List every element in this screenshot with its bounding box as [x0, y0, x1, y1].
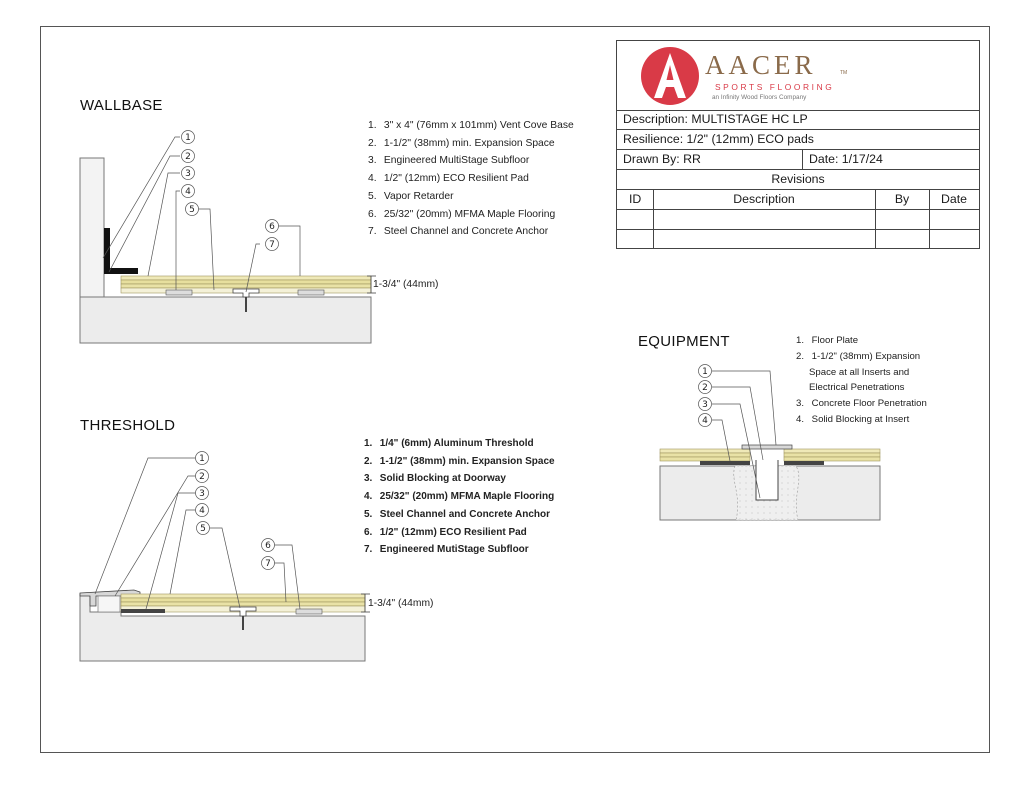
threshold-dimension: 1-3/4" (44mm): [368, 598, 434, 609]
revisions-title: Revisions: [771, 172, 825, 186]
note-item: 1. 3" x 4" (76mm x 101mm) Vent Cove Base: [368, 120, 574, 131]
maple-flooring-top: [660, 449, 750, 453]
note-item: 4. 25/32" (20mm) MFMA Maple Flooring: [364, 491, 555, 503]
note-item: 1. 1/4" (6mm) Aluminum Threshold: [364, 438, 534, 449]
revisions-col-description: Description: [733, 192, 795, 206]
revisions-col-date: Date: [941, 192, 967, 206]
equipment-detail: [660, 365, 880, 521]
subfloor-layer: [121, 280, 371, 284]
note-item: 7. Steel Channel and Concrete Anchor: [368, 226, 549, 238]
concrete-slab: [80, 297, 371, 343]
note-item-continuation: Space at all Inserts and: [809, 366, 910, 378]
wallbase-callout-6: 6: [269, 222, 275, 232]
wallbase-dimension: 1-3/4" (44mm): [373, 279, 439, 290]
threshold-callout-4: 4: [199, 506, 205, 516]
note-item: 6. 1/2" (12mm) ECO Resilient Pad: [364, 526, 527, 538]
wallbase-callout-7: 7: [269, 240, 275, 250]
wallbase-detail: [80, 131, 376, 344]
wallbase-callout-3: 3: [185, 169, 191, 179]
equipment-callout-2: 2: [702, 383, 708, 393]
subfloor-layer: [784, 457, 880, 461]
note-item: 5. Vapor Retarder: [368, 190, 454, 202]
threshold-callout-5: 5: [200, 524, 206, 534]
equipment-callout-4: 4: [702, 416, 708, 426]
threshold-detail: [80, 452, 370, 662]
threshold-callout-2: 2: [199, 472, 205, 482]
subfloor-layer: [660, 453, 750, 457]
note-item: 7. Engineered MutiStage Subfloor: [364, 544, 529, 556]
brand-name: AACER: [705, 50, 817, 80]
threshold-callout-3: 3: [199, 489, 205, 499]
wallbase-callout-5: 5: [189, 205, 195, 215]
threshold-callout-6: 6: [265, 541, 271, 551]
brand-trademark: TM: [840, 70, 848, 76]
eco-pad: [296, 609, 322, 614]
brand-subtitle: SPORTS FLOORING: [715, 82, 835, 92]
subfloor-layer: [121, 284, 371, 288]
wallbase-heading: WALLBASE: [80, 97, 163, 114]
note-item: 3. Engineered MultiStage Subfloor: [368, 155, 530, 167]
note-item: 2. 1-1/2" (38mm) min. Expansion Space: [364, 455, 555, 467]
description-text: Description: MULTISTAGE HC LP: [623, 112, 808, 126]
date-text: Date: 1/17/24: [809, 152, 883, 166]
note-item-continuation: Electrical Penetrations: [809, 382, 905, 394]
threshold-callout-1: 1: [199, 454, 205, 464]
equipment-callout-1: 1: [702, 367, 708, 377]
blocking-strip: [121, 609, 165, 613]
note-item: 4. 1/2" (12mm) ECO Resilient Pad: [368, 173, 529, 185]
subfloor-layer: [121, 602, 365, 606]
eco-pad: [166, 290, 192, 295]
vent-cove-base: [104, 228, 138, 274]
wall: [80, 158, 104, 297]
note-item: 6. 25/32" (20mm) MFMA Maple Flooring: [368, 208, 556, 220]
maple-flooring-top: [121, 594, 365, 598]
threshold-heading: THRESHOLD: [80, 417, 176, 434]
equipment-callout-3: 3: [702, 400, 708, 410]
note-item: 5. Steel Channel and Concrete Anchor: [364, 508, 550, 520]
equipment-heading: EQUIPMENT: [638, 333, 730, 350]
wallbase-callout-1: 1: [185, 133, 191, 143]
drawn-by-text: Drawn By: RR: [623, 152, 701, 166]
solid-blocking: [98, 596, 120, 612]
maple-flooring-top: [121, 276, 371, 280]
blocking-strip: [784, 461, 824, 465]
subfloor-layer: [660, 457, 750, 461]
subfloor-layer: [784, 453, 880, 457]
threshold-callout-7: 7: [265, 559, 271, 569]
wallbase-callout-4: 4: [185, 187, 191, 197]
note-item: 3. Solid Blocking at Doorway: [364, 473, 506, 485]
note-item: 3. Concrete Floor Penetration: [796, 398, 927, 410]
note-item: 1. Floor Plate: [796, 335, 859, 346]
steel-channel: [233, 289, 259, 297]
brand-tagline: an Infinity Wood Floors Company: [712, 94, 807, 101]
wallbase-callout-2: 2: [185, 152, 191, 162]
note-item: 2. 1-1/2" (38mm) Expansion: [796, 350, 921, 362]
maple-flooring-top: [784, 449, 880, 453]
note-item: 2. 1-1/2" (38mm) min. Expansion Space: [368, 137, 555, 149]
resilience-text: Resilience: 1/2" (12mm) ECO pads: [623, 132, 814, 146]
revisions-col-id: ID: [629, 192, 642, 206]
note-item: 4. Solid Blocking at Insert: [796, 413, 910, 425]
eco-pad: [298, 290, 324, 295]
revisions-col-by: By: [894, 192, 910, 206]
blocking-strip: [700, 461, 750, 465]
subfloor-layer: [121, 598, 365, 602]
